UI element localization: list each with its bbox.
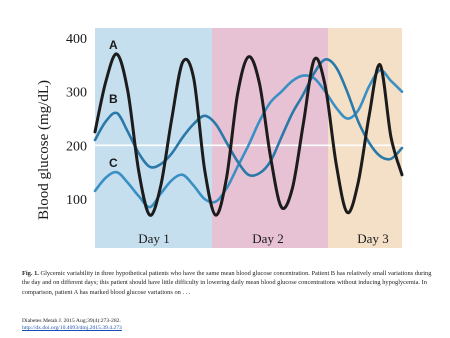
series-label-B: B bbox=[109, 92, 118, 106]
day-band-2 bbox=[212, 28, 328, 248]
day-label-1: Day 1 bbox=[138, 231, 170, 246]
y-tick-label: 200 bbox=[66, 139, 87, 155]
y-tick-label: 100 bbox=[66, 193, 87, 208]
source-note bbox=[22, 318, 122, 333]
y-axis-label: Blood glucose (mg/dL) bbox=[36, 80, 52, 220]
series-label-A: A bbox=[109, 38, 118, 52]
figure-caption bbox=[22, 269, 434, 297]
y-tick-label: 400 bbox=[66, 32, 87, 47]
caption-label: Fig. 1. bbox=[22, 270, 39, 277]
series-label-C: C bbox=[109, 156, 118, 170]
caption-text: Glycemic variability in three hypothetical patients who have the same mean blood glucose concentration. Patient B has relatively small variations during the day and on different days; this patient should have little difficulty in lowering daily mean blood glucose concentrations without inducing hypoglycemia. In comparison, patient A has marked blood glucose variations on . . . bbox=[22, 270, 432, 296]
y-tick-label: 300 bbox=[66, 85, 87, 101]
day-bands bbox=[95, 28, 402, 248]
source-citation: Diabetes Metab J. 2015 Aug;39(4):273-282. bbox=[22, 318, 121, 324]
day-label-2: Day 2 bbox=[252, 231, 284, 246]
day-label-3: Day 3 bbox=[357, 231, 389, 246]
doi-link[interactable]: http://dx.doi.org/10.4093/dmj.2015.39.4.273 bbox=[22, 325, 122, 332]
y-axis bbox=[66, 32, 87, 208]
